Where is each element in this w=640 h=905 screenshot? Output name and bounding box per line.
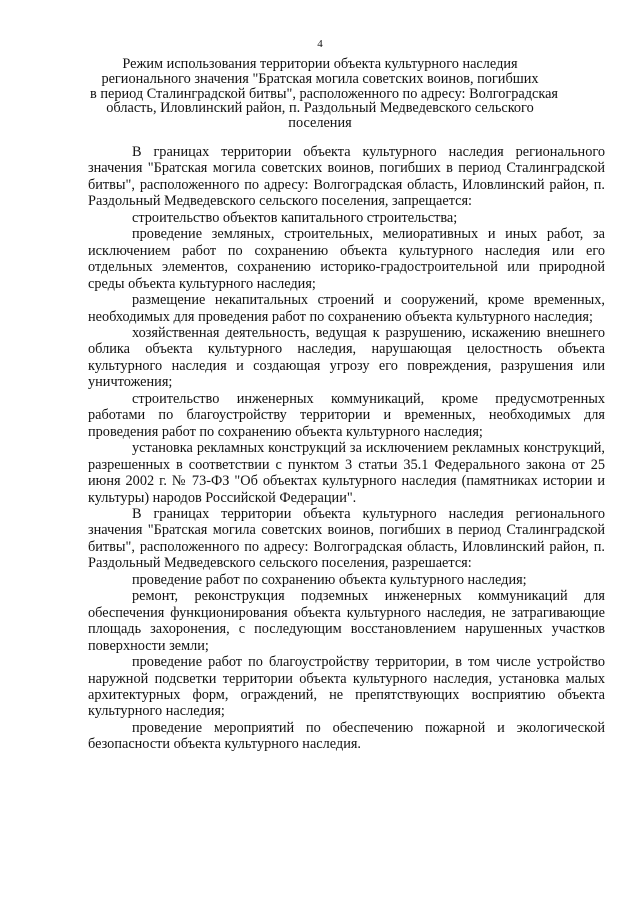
paragraph-item: проведение работ по благоустройству территории, в том числе устройство наружной подсветки территории объекта культурного наследия, установка малых архитектурных форм, ограждений, не препятствующих восприятию объекта культурного наследия; [88,654,605,720]
document-body [88,144,605,753]
paragraph-item: хозяйственная деятельность, ведущая к разрушению, искажению внешнего облика объекта культурного наследия, нарушающая целостность объекта культурного наследия и создающая угрозу его повреждения, разрушения или уничтожения; [88,324,605,391]
title-line: регионального значения "Братская могила советских воинов, погибших [101,70,539,87]
title-line: поселения [288,115,352,132]
paragraph-item: проведение земляных, строительных, мелиоративных и иных работ, за исключением работ по сохранению объекта культурного наследия или его отдельных элементов, сохранению историко-градостроительной или природной среды объекта культурного наследия; [88,226,605,292]
paragraph-item: ремонт, реконструкция подземных инженерных коммуникаций для обеспечения функционирования объекта культурного наследия, не затрагивающие площадь захоронения, с последующим восстановлением нарушенных участков поверхности земли; [88,588,605,654]
title-line: область, Иловлинский район, п. Раздольный Медведевского сельского [106,100,534,117]
paragraph-item: строительство инженерных коммуникаций, кроме предусмотренных работами по благоустройству территории и временных, необходимых для проведения работ по сохранению объекта культурного наследия; [88,390,605,440]
paragraph-item: размещение некапитальных строений и сооружений, кроме временных, необходимых для проведения работ по сохранению объекта культурного наследия; [88,292,605,325]
title-line: в период Сталинградской битвы", расположенного по адресу: Волгоградская [90,85,558,102]
paragraph-item: проведение работ по сохранению объекта культурного наследия; [132,571,527,588]
title-line: Режим использования территории объекта культурного наследия [122,56,518,72]
paragraph-item: строительство объектов капитального строительства; [132,209,458,226]
paragraph-item: проведение мероприятий по обеспечению пожарной и экологической безопасности объекта культурного наследия. [88,719,605,753]
page-number: 4 [317,38,323,50]
paragraph-prohibited-intro: В границах территории объекта культурного наследия регионального значения "Братская могила советских воинов, погибших в период Сталинградской битвы", расположенного по адресу: Волгоградская область, Иловлинский район, п. Раздольный Медведевского сельского поселения, запрещается: [88,144,605,210]
paragraph-item: установка рекламных конструкций за исключением рекламных конструкций, разрешенных в соответствии с пунктом 3 статьи 35.1 Федерального закона от 25 июня 2002 г. № 73-ФЗ "Об объектах культурного наследия (памятниках истории и культуры) народов Российской Федерации". [88,440,605,506]
paragraph-permitted-intro: В границах территории объекта культурного наследия регионального значения "Братская могила советских воинов, погибших в период Сталинградской битвы", расположенного по адресу: Волгоградская область, Иловлинский район, п. Раздольный Медведевского сельского поселения, разрешается: [88,505,605,572]
document-title [90,56,558,132]
